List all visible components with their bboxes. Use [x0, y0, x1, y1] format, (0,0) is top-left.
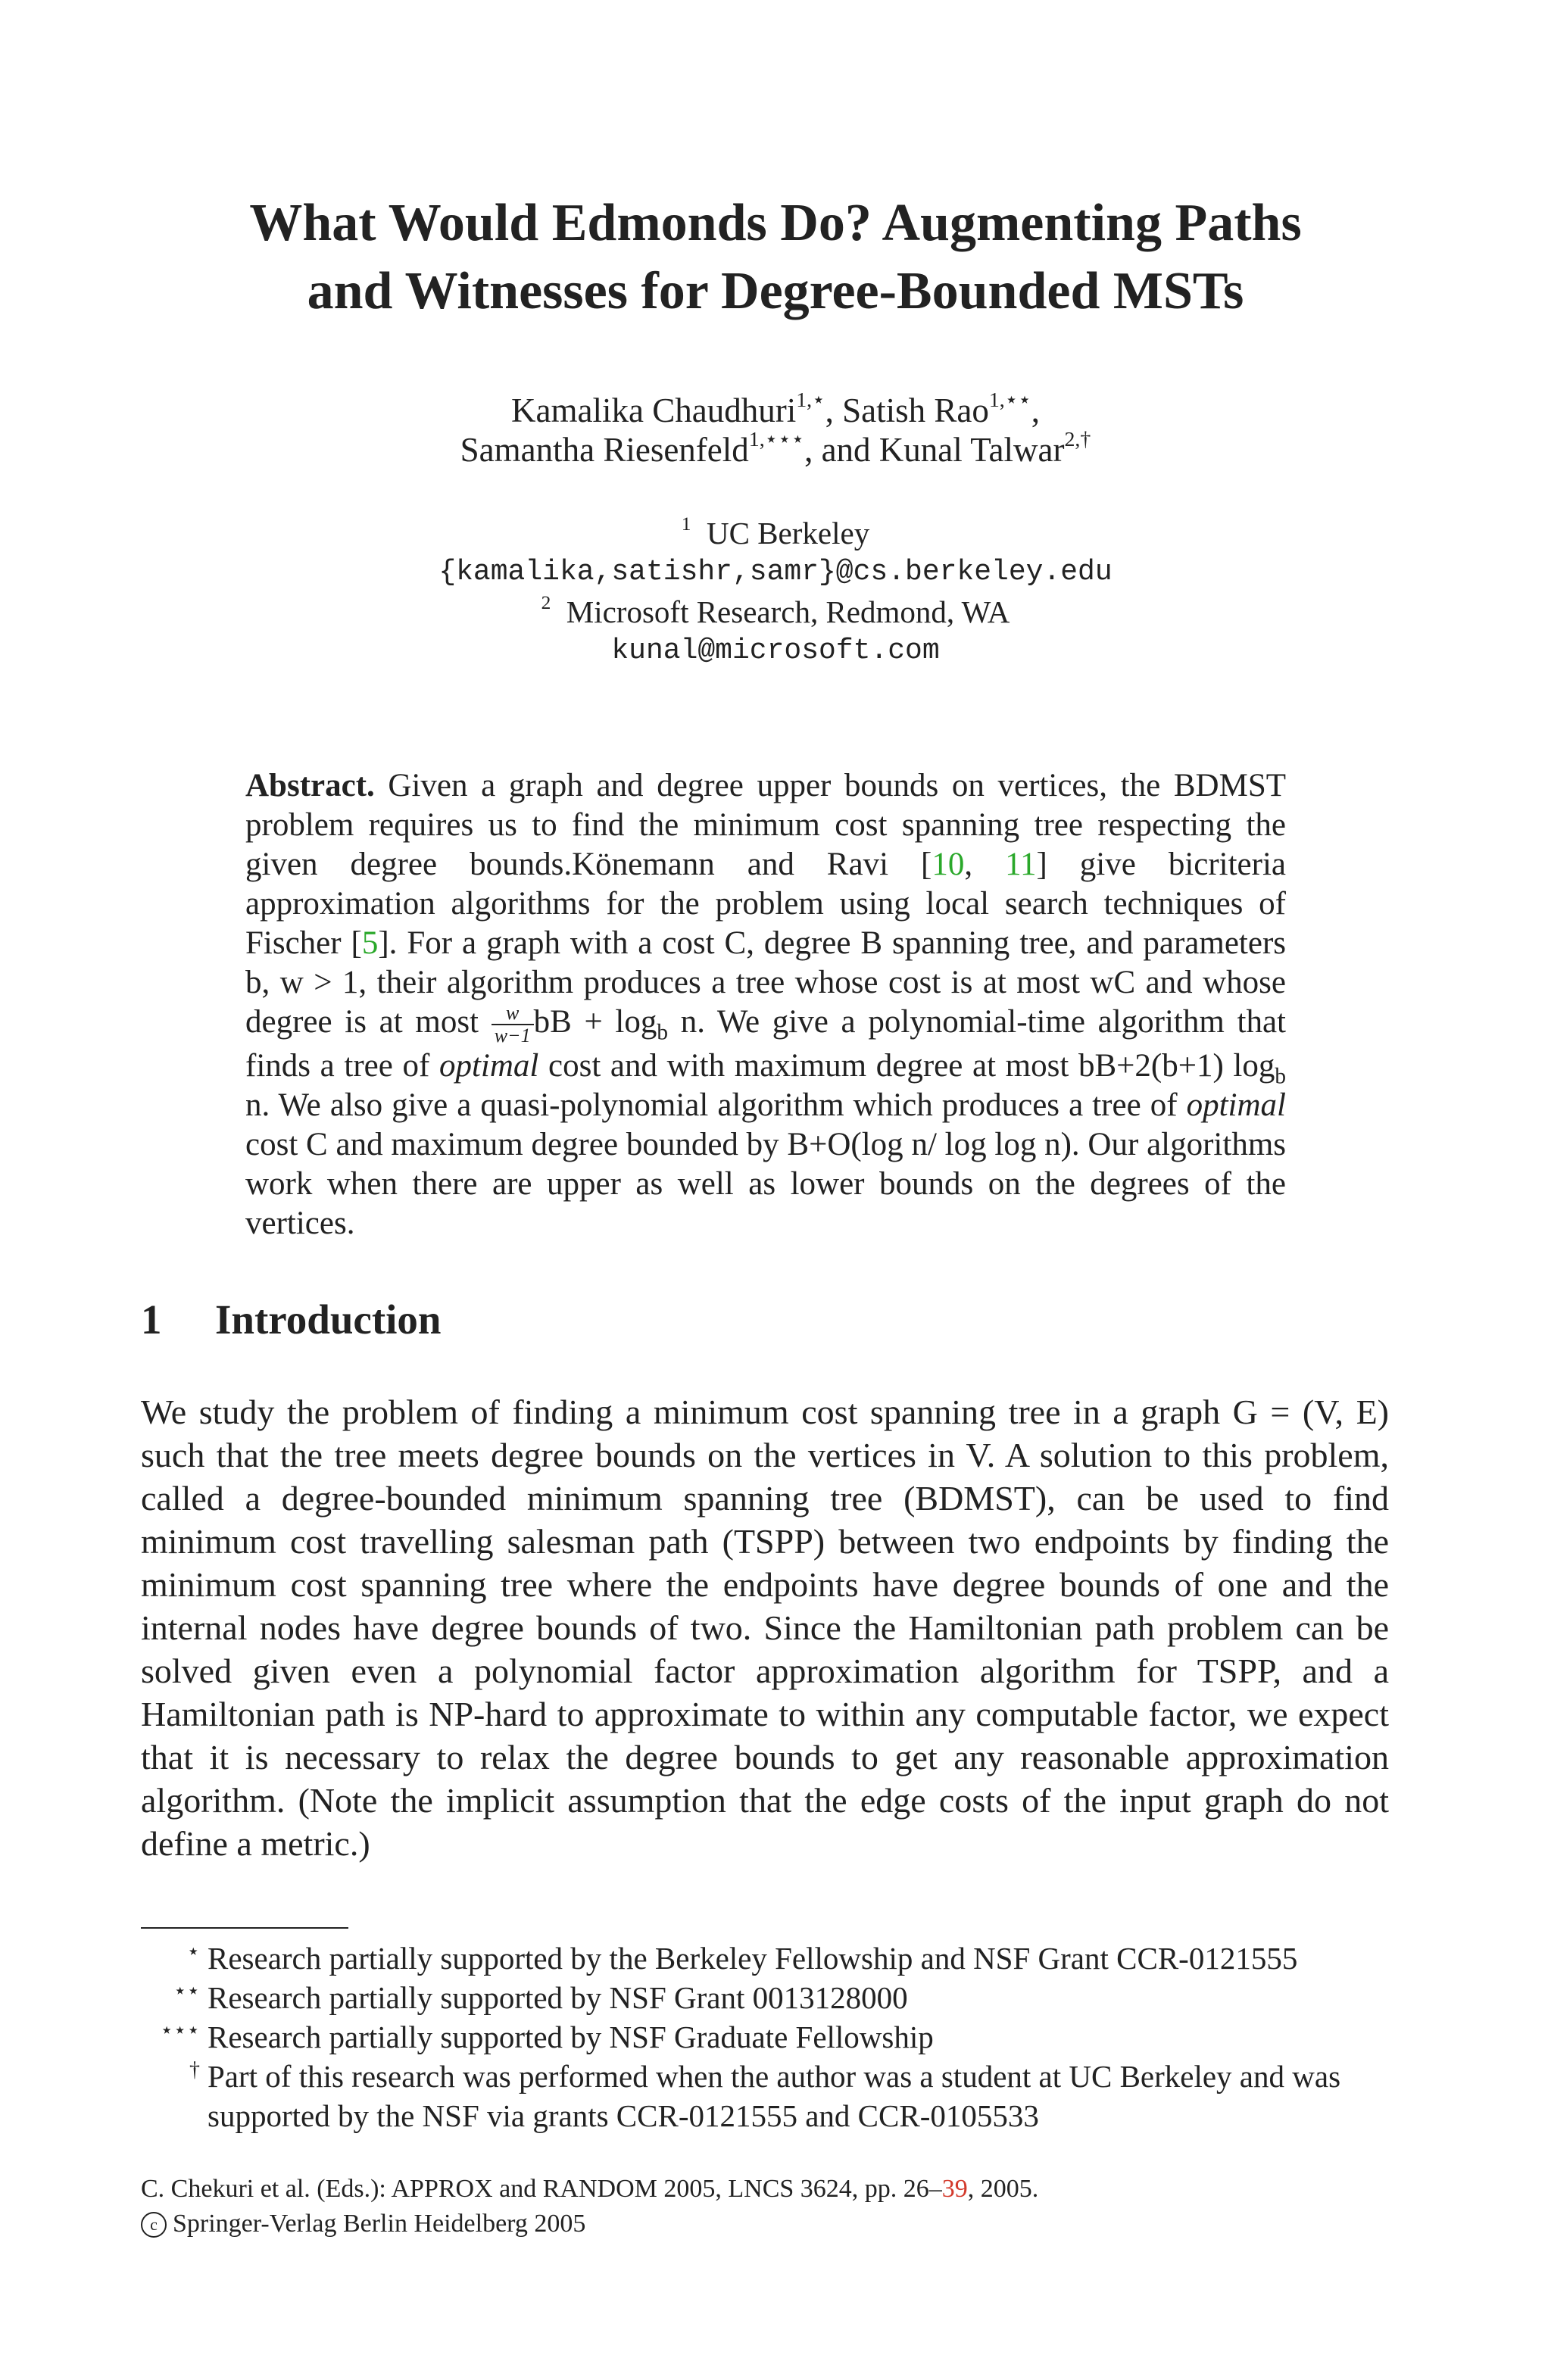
intro-paragraph: We study the problem of finding a minimum cost spanning tree in a graph G = (V, E) such that the tree meets degree bounds on the vertices in V. A solution to this problem, called a degree-bounded minimum spanning tree (BDMST), can be used to find minimum cost travelling salesman path (TSPP) between two endpoints by finding the minimum cost spanning tree where the endpoints have degree bounds of one and the internal nodes have degree bounds of two. Since the Hamiltonian path problem can be solved given even a polynomial factor approximation algorithm for TSPP, and a Hamiltonian path is NP-hard to approximate to within any computable factor, we expect that it is necessary to relax the degree bounds to get any reasonable approximation algorithm. (Note the implicit assumption that the edge costs of the input graph do not define a metric.)	[141, 1393, 1389, 1863]
fraction-w-over-w-minus-1: $\frac{w}{w-1}$	[492, 1003, 534, 1047]
author-name: Samantha Riesenfeld	[460, 431, 749, 469]
citation-link[interactable]: 10	[932, 847, 965, 882]
copyright-icon: c	[141, 2212, 167, 2238]
author-affiliation-mark: 1,⋆⋆	[988, 388, 1031, 412]
citation-link[interactable]: 5	[361, 925, 379, 961]
author-affiliation-mark: 1,⋆	[796, 388, 825, 412]
affiliation-name: Microsoft Research, Redmond, WA	[566, 594, 1010, 629]
affiliation-name: UC Berkeley	[707, 516, 870, 551]
footnotes	[141, 1939, 1389, 2135]
footnote	[141, 1978, 1389, 2017]
footnote-mark: †	[189, 2058, 200, 2082]
footnote	[141, 1939, 1389, 1978]
footnote-mark: ⋆⋆	[173, 1979, 200, 2003]
footnote-text: Research partially supported by NSF Grant 0013128000	[208, 1980, 908, 2015]
footnote-text: Research partially supported by the Berkeley Fellowship and NSF Grant CCR-0121555	[208, 1941, 1298, 1976]
affiliation-number: 1	[681, 513, 691, 535]
author-name: Satish Rao	[842, 391, 989, 429]
footnote-divider	[141, 1927, 348, 1929]
footnote	[141, 2017, 1389, 2057]
title-line-1: What Would Edmonds Do? Augmenting Paths	[249, 194, 1302, 252]
footnote-mark: ⋆⋆⋆	[160, 2019, 200, 2042]
footnote-text: Research partially supported by NSF Graduate Fellowship	[208, 2020, 934, 2054]
citation-line: C. Chekuri et al. (Eds.): APPROX and RANDOM 2005, LNCS 3624, pp. 26–39, 2005.	[141, 2175, 1039, 2203]
abstract: Abstract. Given a graph and degree upper bounds on vertices, the BDMST problem requires us to find the minimum cost spanning tree respecting the given degree bounds.Könemann and Ravi [10, 11] give bicriteria approximation algorithms for the problem using local search techniques of Fischer [5]. For a graph with a cost C, degree B spanning tree, and parameters b, w > 1, their algorithm produces a tree whose cost is at most wC and whose degree is at most $\frac{w}{w-1}$ bB + $\log_b n$. We give a polynomial-time algorithm that finds a tree of optimal cost and with maximum degree at most bB+2(b+1) $\log_b n$. We also give a quasi-polynomial algorithm which produces a tree of optimal cost C and maximum degree bounded by B+O(log n/ log log n). Our algorithms work when there are upper as well as lower bounds on the degrees of the vertices.	[245, 768, 1287, 1242]
section-number: 1	[141, 1296, 162, 1343]
citation-link[interactable]: 11	[1005, 847, 1037, 882]
page-link[interactable]: 39	[941, 2175, 968, 2203]
footnote-text: Part of this research was performed when the author was a student at UC Berkeley and was supported by the NSF via grants CCR-0121555 and CCR-0105533	[208, 2059, 1341, 2133]
publication-info	[141, 2172, 1038, 2241]
copyright-line: c Springer-Verlag Berlin Heidelberg 2005	[141, 2207, 1038, 2241]
author-affiliation-mark: 2,†	[1064, 427, 1091, 451]
affiliation-email: {kamalika,satishr,samr}@cs.berkeley.edu	[438, 556, 1113, 588]
affiliation-number: 2	[541, 591, 551, 613]
section-title: Introduction	[215, 1296, 442, 1343]
author-name: Kamalika Chaudhuri	[511, 391, 797, 429]
author-list: Kamalika Chaudhuri$^{1,⋆}$, Satish Rao$^{1,⋆⋆}$, Samantha Riesenfeld$^{1,⋆⋆⋆}$, and Kunal Talwar$^{2,\dagger}$	[460, 388, 1091, 469]
author-affiliation-mark: 1,⋆⋆⋆	[748, 427, 805, 451]
footnote-mark: ⋆	[186, 1940, 200, 1964]
section-heading	[141, 1293, 442, 1346]
author-name: Kunal Talwar	[878, 431, 1065, 469]
title-line-2: and Witnesses for Degree-Bounded MSTs	[307, 262, 1244, 320]
affiliations	[0, 513, 1551, 671]
footnote	[141, 2057, 1389, 2135]
abstract-label: Abstract.	[245, 768, 375, 803]
paper-title	[0, 189, 1551, 326]
affiliation-email: kunal@microsoft.com	[611, 635, 940, 667]
